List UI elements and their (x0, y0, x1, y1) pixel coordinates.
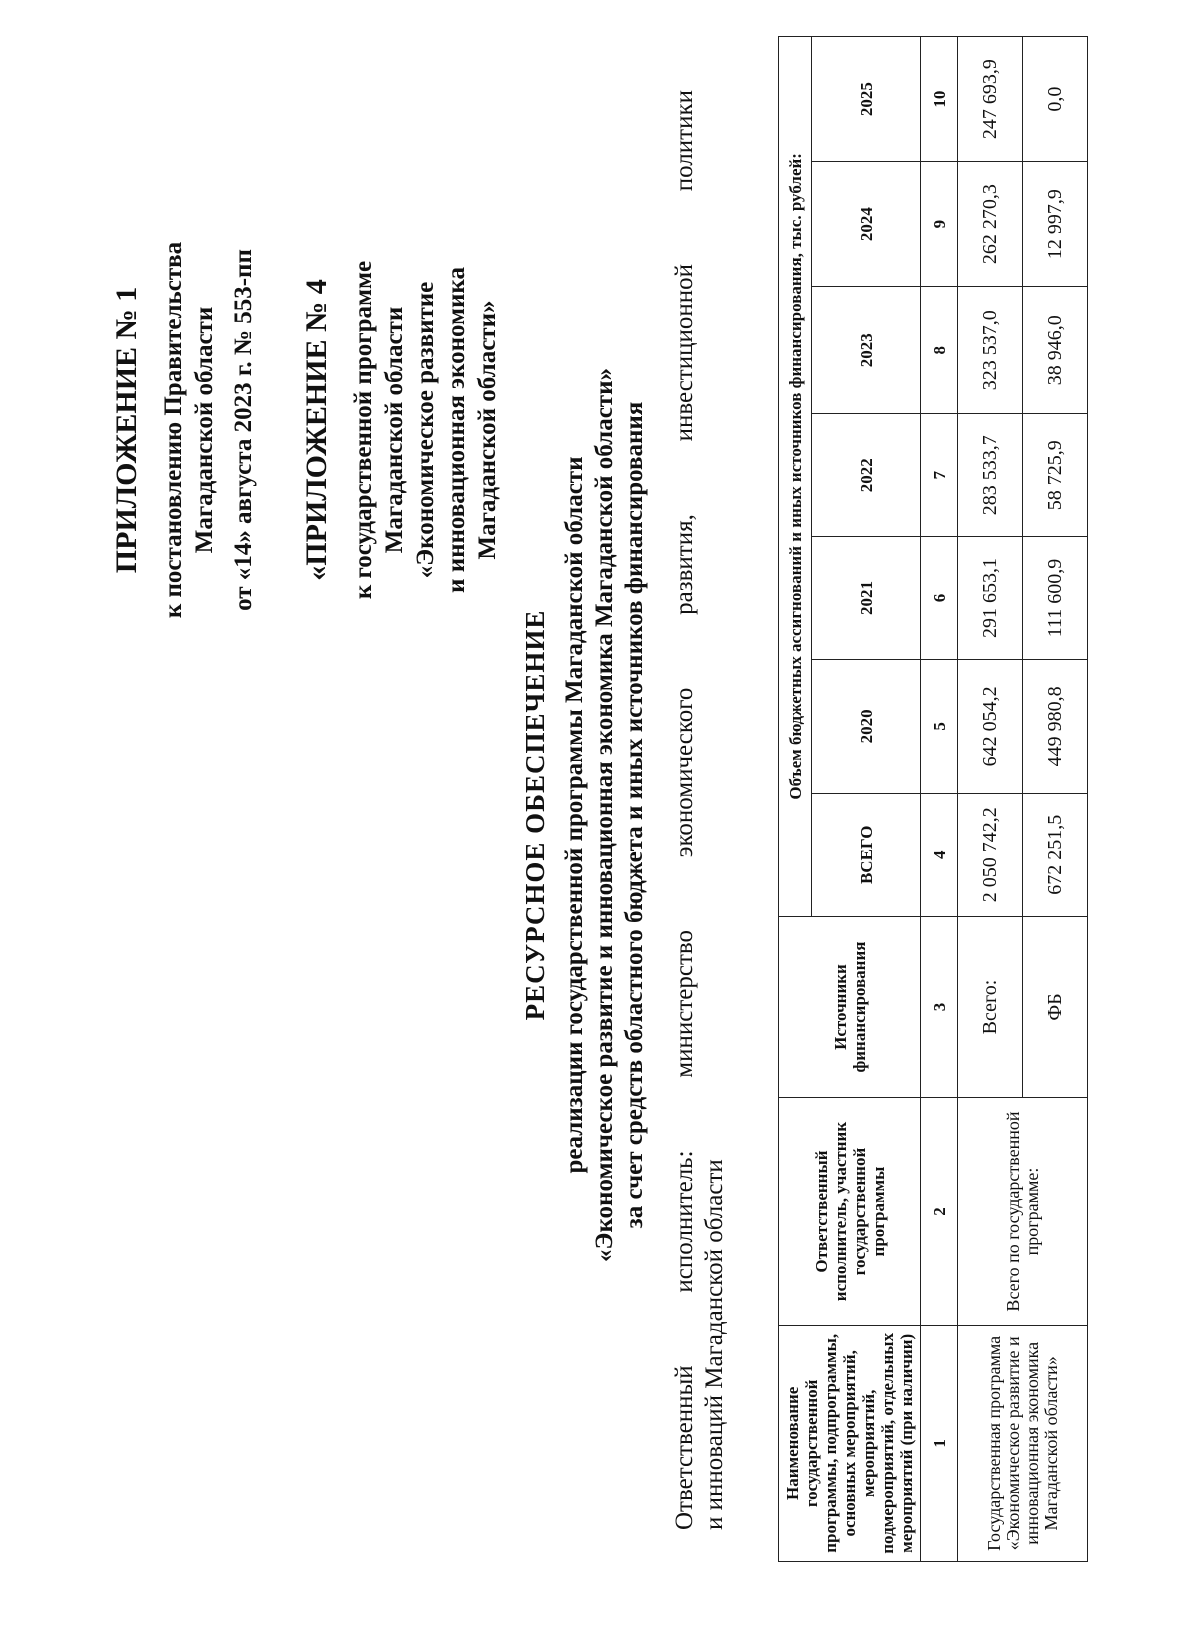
value-cell: 58 725,9 (1023, 414, 1088, 537)
inner-appendix-line: Магаданской области (381, 306, 408, 554)
value-cell: 247 693,9 (958, 37, 1023, 162)
header-program-name: Наименование государственной программы, подпрограммы, основных мероприятий, мероприятий, подмероприятий, отдельных мероприятий (при наличии) (779, 1325, 921, 1561)
executor-cell: Всего по государственной программе: (958, 1098, 1088, 1325)
value-cell: 0,0 (1023, 37, 1088, 162)
inner-appendix-line: и инновационная экономика (443, 267, 470, 593)
table-row (958, 37, 1023, 1562)
column-index: 10 (921, 37, 958, 162)
source-cell: Всего: (958, 916, 1023, 1098)
executor-line: Ответственный исполнитель: министерство экономического развития, инвестиционной политики (671, 90, 698, 1530)
inner-appendix-line: к государственной программе (350, 260, 377, 600)
header-year: 2020 (812, 659, 921, 793)
column-index: 2 (921, 1098, 958, 1325)
header-sources: Источники финансирования (779, 916, 921, 1098)
appendix-line: к постановлению Правительства (160, 241, 187, 619)
value-cell: 291 653,1 (958, 537, 1023, 660)
column-index: 3 (921, 916, 958, 1098)
header-year: 2021 (812, 537, 921, 660)
inner-appendix-title: «ПРИЛОЖЕНИЕ № 4 (300, 279, 333, 581)
document-subtitle-line: «Экономическое развитие и инновационная экономика Магаданской области» (591, 368, 618, 1262)
document-subtitle (560, 0, 650, 1630)
document-subtitle-line: реализации государственной программы Магаданской области (561, 456, 588, 1174)
value-cell: 642 054,2 (958, 659, 1023, 793)
value-cell: 12 997,9 (1023, 162, 1088, 287)
document-title: РЕСУРСНОЕ ОБЕСПЕЧЕНИЕ (520, 609, 550, 1021)
value-cell: 38 946,0 (1023, 287, 1088, 414)
header-year: 2023 (812, 287, 921, 414)
column-index: 4 (921, 793, 958, 916)
source-cell: ФБ (1023, 916, 1088, 1098)
appendix-line: Магаданской области (191, 306, 218, 554)
inner-appendix-line: Магаданской области» (474, 300, 501, 560)
column-index: 1 (921, 1325, 958, 1561)
column-index: 6 (921, 537, 958, 660)
column-index: 7 (921, 414, 958, 537)
value-cell: 323 537,0 (958, 287, 1023, 414)
header-year: 2022 (812, 414, 921, 537)
appendix-header (110, 120, 259, 740)
appendix-date: от «14» августа 2023 г. № 553-пп (230, 249, 257, 611)
column-index: 5 (921, 659, 958, 793)
program-name-cell: Государственная программа «Экономическое развитие и инновационная экономика Магаданской области» (958, 1325, 1088, 1561)
value-cell: 2 050 742,2 (958, 793, 1023, 916)
value-cell: 262 270,3 (958, 162, 1023, 287)
value-cell: 672 251,5 (1023, 793, 1088, 916)
inner-appendix-line: «Экономическое развитие (412, 281, 439, 579)
inner-appendix-header (300, 120, 503, 740)
header-year: 2025 (812, 37, 921, 162)
header-year: 2024 (812, 162, 921, 287)
value-cell: 283 533,7 (958, 414, 1023, 537)
document-subtitle-line: за счет средств областного бюджета и иных источников финансирования (621, 401, 648, 1229)
column-index: 9 (921, 162, 958, 287)
header-total: ВСЕГО (812, 793, 921, 916)
executor-line: и инноваций Магаданской области (701, 1159, 728, 1530)
header-funding-group: Объем бюджетных ассигнований и иных источников финансирования, тыс. рублей: (779, 37, 812, 917)
appendix-title: ПРИЛОЖЕНИЕ № 1 (110, 286, 143, 574)
resource-table (778, 36, 1088, 1562)
header-executor: Ответственный исполнитель, участник государственной программы (779, 1098, 921, 1325)
value-cell: 111 600,9 (1023, 537, 1088, 660)
column-index: 8 (921, 287, 958, 414)
value-cell: 449 980,8 (1023, 659, 1088, 793)
